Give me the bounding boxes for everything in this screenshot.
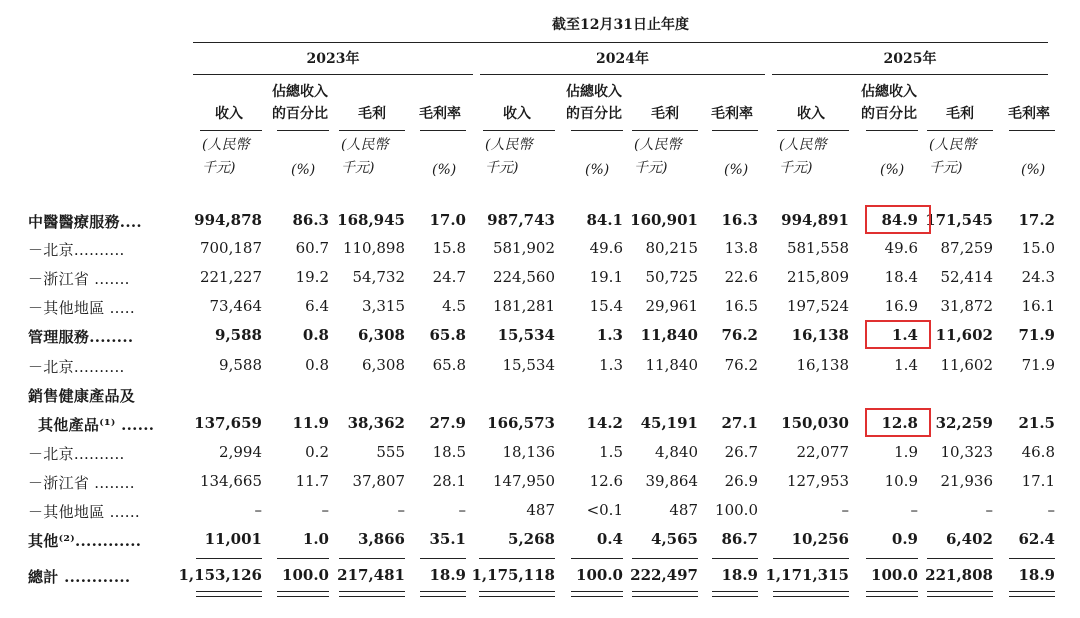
cell-value: 1.9 (894, 443, 918, 461)
cell-value: 1,175,118 (471, 566, 555, 584)
cell-value: 45,191 (640, 414, 698, 432)
cell-value: 15.4 (589, 297, 623, 315)
total-top-rule (571, 558, 623, 559)
col-pct-header-line1: 佔總收入 (861, 84, 917, 100)
row-label: 其他⁽²⁾............ (28, 532, 142, 550)
col-revenue-underline (777, 130, 849, 131)
col-gp-unit-line1: (人民幣 (929, 137, 977, 153)
col-pct-underline (866, 130, 918, 131)
cell-value: 994,878 (194, 211, 262, 229)
cell-value: 1,171,315 (765, 566, 849, 584)
cell-value: 65.8 (429, 326, 466, 344)
cell-value: 87,259 (940, 239, 993, 257)
cell-value: 0.4 (596, 530, 623, 548)
cell-value: 3,315 (362, 297, 405, 315)
cell-value: 127,953 (786, 472, 849, 490)
cell-value: 21,936 (940, 472, 993, 490)
cell-value: 11,602 (935, 326, 993, 344)
cell-value: 1.4 (894, 356, 918, 374)
col-gp-unit-line1: (人民幣 (341, 137, 389, 153)
cell-value: 9,588 (215, 326, 262, 344)
cell-value: 12.8 (881, 414, 918, 432)
col-revenue-header: 收入 (503, 106, 531, 122)
cell-value: 224,560 (492, 268, 555, 286)
cell-value: – (397, 501, 405, 519)
cell-value: 50,725 (645, 268, 698, 286)
cell-value: 11,602 (940, 356, 993, 374)
total-top-rule (339, 558, 405, 559)
col-gp-unit-line2: 千元) (634, 160, 668, 176)
col-gross-profit-header: 毛利 (946, 106, 974, 122)
cell-value: 0.8 (305, 356, 329, 374)
col-margin-unit: (%) (432, 162, 457, 178)
total-double-rule (277, 591, 329, 592)
cell-value: 215,809 (786, 268, 849, 286)
col-margin-underline (420, 130, 466, 131)
cell-value: 100.0 (576, 566, 623, 584)
cell-value: – (1047, 501, 1055, 519)
cell-value: – (985, 501, 993, 519)
col-gp-unit-line2: 千元) (341, 160, 375, 176)
cell-value: 32,259 (935, 414, 993, 432)
cell-value: 18.4 (884, 268, 918, 286)
year-2023-underline (193, 74, 473, 75)
col-revenue-unit-line1: (人民幣 (202, 137, 250, 153)
col-margin-unit: (%) (1021, 162, 1046, 178)
row-label: 銷售健康產品及 (28, 387, 136, 405)
cell-value: 71.9 (1018, 326, 1055, 344)
period-header: 截至12月31日止年度 (552, 17, 689, 33)
cell-value: 76.2 (724, 356, 758, 374)
cell-value: 171,545 (925, 211, 993, 229)
cell-value: 18,136 (502, 443, 555, 461)
cell-value: 65.8 (432, 356, 466, 374)
cell-value: 100.0 (871, 566, 918, 584)
total-double-rule (339, 591, 405, 592)
col-pct-unit: (%) (585, 162, 610, 178)
cell-value: 181,281 (492, 297, 555, 315)
cell-value: 13.8 (724, 239, 758, 257)
total-double-rule (927, 596, 993, 597)
row-label: －北京.......... (28, 358, 125, 376)
total-double-rule (773, 596, 849, 597)
cell-value: 3,866 (358, 530, 405, 548)
total-double-rule (712, 591, 758, 592)
cell-value: 19.1 (589, 268, 623, 286)
cell-value: 31,872 (940, 297, 993, 315)
cell-value: 16,138 (791, 326, 849, 344)
total-double-rule (632, 591, 698, 592)
col-revenue-unit-line2: 千元) (202, 160, 236, 176)
row-label: 中醫醫療服務.... (28, 213, 142, 231)
cell-value: 84.1 (586, 211, 623, 229)
cell-value: 76.2 (721, 326, 758, 344)
cell-value: 86.7 (721, 530, 758, 548)
cell-value: 0.8 (302, 326, 329, 344)
highlight-box (865, 320, 931, 349)
cell-value: <0.1 (586, 501, 623, 519)
cell-value: 10,256 (791, 530, 849, 548)
col-revenue-header: 收入 (215, 106, 243, 122)
cell-value: 27.9 (429, 414, 466, 432)
cell-value: 16.1 (1021, 297, 1055, 315)
cell-value: 62.4 (1018, 530, 1055, 548)
cell-value: 17.2 (1018, 211, 1055, 229)
total-double-rule (479, 596, 555, 597)
cell-value: 487 (526, 501, 555, 519)
col-pct-underline (277, 130, 329, 131)
cell-value: 555 (376, 443, 405, 461)
cell-value: 22,077 (796, 443, 849, 461)
cell-value: 17.1 (1021, 472, 1055, 490)
col-revenue-header: 收入 (797, 106, 825, 122)
total-double-rule (927, 591, 993, 592)
total-top-rule (196, 558, 262, 559)
row-label: －北京.......... (28, 445, 125, 463)
cell-value: 137,659 (194, 414, 262, 432)
total-double-rule (277, 596, 329, 597)
row-label: －北京.......... (28, 241, 125, 259)
row-label: 其他產品⁽¹⁾ ...... (38, 416, 155, 434)
total-top-rule (712, 558, 758, 559)
total-top-rule (866, 558, 918, 559)
cell-value: 84.9 (881, 211, 918, 229)
row-label: －其他地區 ..... (28, 299, 135, 317)
col-gross-profit-header: 毛利 (358, 106, 386, 122)
cell-value: 16.9 (884, 297, 918, 315)
cell-value: 54,732 (352, 268, 405, 286)
col-pct-unit: (%) (291, 162, 316, 178)
col-gp-unit-line1: (人民幣 (634, 137, 682, 153)
total-double-rule (196, 596, 262, 597)
year-2024-underline (480, 74, 765, 75)
col-revenue-unit-line2: 千元) (485, 160, 519, 176)
cell-value: 6,308 (362, 356, 405, 374)
total-double-rule (571, 596, 623, 597)
cell-value: 80,215 (645, 239, 698, 257)
cell-value: 1.4 (891, 326, 918, 344)
cell-value: 10.9 (884, 472, 918, 490)
cell-value: 35.1 (429, 530, 466, 548)
total-double-rule (479, 591, 555, 592)
row-label: －其他地區 ...... (28, 503, 140, 521)
col-pct-header-line1: 佔總收入 (566, 84, 622, 100)
cell-value: 29,961 (645, 297, 698, 315)
cell-value: 15,534 (497, 326, 555, 344)
total-top-rule (927, 558, 993, 559)
cell-value: 6.4 (305, 297, 329, 315)
col-pct-unit: (%) (880, 162, 905, 178)
total-top-rule (773, 558, 849, 559)
cell-value: – (910, 501, 918, 519)
year-2023-header: 2023年 (306, 51, 360, 67)
cell-value: 52,414 (940, 268, 993, 286)
cell-value: 73,464 (209, 297, 262, 315)
cell-value: 134,665 (199, 472, 262, 490)
cell-value: 987,743 (487, 211, 555, 229)
row-label: －浙江省 ....... (28, 270, 130, 288)
col-revenue-underline (200, 130, 262, 131)
total-double-rule (632, 596, 698, 597)
cell-value: 11,840 (640, 326, 698, 344)
total-top-rule (1009, 558, 1055, 559)
period-underline (193, 42, 1048, 43)
cell-value: 11.7 (295, 472, 329, 490)
cell-value: 581,558 (786, 239, 849, 257)
cell-value: 166,573 (487, 414, 555, 432)
cell-value: 6,402 (946, 530, 993, 548)
total-double-rule (339, 596, 405, 597)
cell-value: 12.6 (589, 472, 623, 490)
col-pct-header-line2: 的百分比 (272, 106, 328, 122)
cell-value: – (841, 501, 849, 519)
row-label: 管理服務........ (28, 328, 134, 346)
cell-value: 27.1 (721, 414, 758, 432)
cell-value: 4,565 (651, 530, 698, 548)
year-2025-header: 2025年 (883, 51, 937, 67)
cell-value: 49.6 (884, 239, 918, 257)
cell-value: 168,945 (337, 211, 405, 229)
cell-value: 100.0 (715, 501, 758, 519)
cell-value: 60.7 (295, 239, 329, 257)
cell-value: 9,588 (219, 356, 262, 374)
cell-value: 4.5 (442, 297, 466, 315)
cell-value: 15.0 (1021, 239, 1055, 257)
col-gross-profit-underline (927, 130, 993, 131)
cell-value: 1.3 (599, 356, 623, 374)
row-label: －浙江省 ........ (28, 474, 135, 492)
col-pct-header-line2: 的百分比 (861, 106, 917, 122)
cell-value: 16,138 (796, 356, 849, 374)
cell-value: 37,807 (352, 472, 405, 490)
total-double-rule (420, 591, 466, 592)
col-revenue-underline (483, 130, 555, 131)
cell-value: 0.2 (305, 443, 329, 461)
col-pct-underline (571, 130, 623, 131)
cell-value: 86.3 (292, 211, 329, 229)
cell-value: 15,534 (502, 356, 555, 374)
cell-value: 222,497 (630, 566, 698, 584)
cell-value: 1,153,126 (178, 566, 262, 584)
cell-value: 26.7 (724, 443, 758, 461)
cell-value: 221,227 (199, 268, 262, 286)
col-margin-underline (712, 130, 758, 131)
cell-value: 46.8 (1021, 443, 1055, 461)
cell-value: 16.3 (721, 211, 758, 229)
cell-value: 487 (669, 501, 698, 519)
total-double-rule (866, 596, 918, 597)
total-double-rule (866, 591, 918, 592)
col-margin-underline (1009, 130, 1055, 131)
cell-value: 147,950 (492, 472, 555, 490)
cell-value: 0.9 (891, 530, 918, 548)
cell-value: 11,001 (204, 530, 262, 548)
cell-value: 15.8 (432, 239, 466, 257)
total-double-rule (1009, 591, 1055, 592)
col-margin-header: 毛利率 (711, 106, 753, 122)
col-gross-profit-header: 毛利 (651, 106, 679, 122)
cell-value: 1.3 (596, 326, 623, 344)
col-gp-unit-line2: 千元) (929, 160, 963, 176)
col-margin-unit: (%) (724, 162, 749, 178)
col-pct-header-line2: 的百分比 (566, 106, 622, 122)
col-margin-header: 毛利率 (1008, 106, 1050, 122)
total-double-rule (1009, 596, 1055, 597)
cell-value: 18.9 (429, 566, 466, 584)
total-top-rule (479, 558, 555, 559)
cell-value: 5,268 (508, 530, 555, 548)
cell-value: 2,994 (219, 443, 262, 461)
cell-value: 26.9 (724, 472, 758, 490)
cell-value: 994,891 (781, 211, 849, 229)
cell-value: 38,362 (347, 414, 405, 432)
cell-value: 4,840 (655, 443, 698, 461)
total-double-rule (712, 596, 758, 597)
cell-value: 1.5 (599, 443, 623, 461)
cell-value: 24.7 (432, 268, 466, 286)
cell-value: 71.9 (1021, 356, 1055, 374)
cell-value: 700,187 (199, 239, 262, 257)
cell-value: 17.0 (429, 211, 466, 229)
col-revenue-unit-line1: (人民幣 (779, 137, 827, 153)
cell-value: 18.9 (721, 566, 758, 584)
cell-value: – (254, 501, 262, 519)
highlight-box (865, 408, 931, 437)
total-double-rule (773, 591, 849, 592)
cell-value: 21.5 (1018, 414, 1055, 432)
cell-value: 11.9 (292, 414, 329, 432)
year-2025-underline (772, 74, 1048, 75)
cell-value: 150,030 (781, 414, 849, 432)
cell-value: 1.0 (302, 530, 329, 548)
year-2024-header: 2024年 (596, 51, 649, 67)
col-margin-header: 毛利率 (419, 106, 461, 122)
cell-value: – (458, 501, 466, 519)
total-top-rule (277, 558, 329, 559)
cell-value: 11,840 (645, 356, 698, 374)
cell-value: 110,898 (342, 239, 405, 257)
col-revenue-unit-line1: (人民幣 (485, 137, 533, 153)
col-gross-profit-underline (339, 130, 405, 131)
cell-value: 49.6 (589, 239, 623, 257)
cell-value: 18.9 (1018, 566, 1055, 584)
cell-value: 221,808 (925, 566, 993, 584)
cell-value: 10,323 (940, 443, 993, 461)
total-top-rule (420, 558, 466, 559)
col-gross-profit-underline (632, 130, 698, 131)
total-double-rule (196, 591, 262, 592)
cell-value: 24.3 (1021, 268, 1055, 286)
cell-value: 6,308 (358, 326, 405, 344)
cell-value: 197,524 (786, 297, 849, 315)
cell-value: – (321, 501, 329, 519)
highlight-box (865, 205, 931, 234)
cell-value: 581,902 (492, 239, 555, 257)
col-pct-header-line1: 佔總收入 (272, 84, 328, 100)
cell-value: 19.2 (295, 268, 329, 286)
cell-value: 39,864 (645, 472, 698, 490)
cell-value: 22.6 (724, 268, 758, 286)
cell-value: 160,901 (630, 211, 698, 229)
col-revenue-unit-line2: 千元) (779, 160, 813, 176)
cell-value: 28.1 (432, 472, 466, 490)
total-double-rule (571, 591, 623, 592)
total-top-rule (632, 558, 698, 559)
cell-value: 217,481 (337, 566, 405, 584)
cell-value: 100.0 (282, 566, 329, 584)
cell-value: 18.5 (432, 443, 466, 461)
total-double-rule (420, 596, 466, 597)
cell-value: 14.2 (586, 414, 623, 432)
row-label: 總計 ............ (28, 568, 131, 586)
cell-value: 16.5 (724, 297, 758, 315)
